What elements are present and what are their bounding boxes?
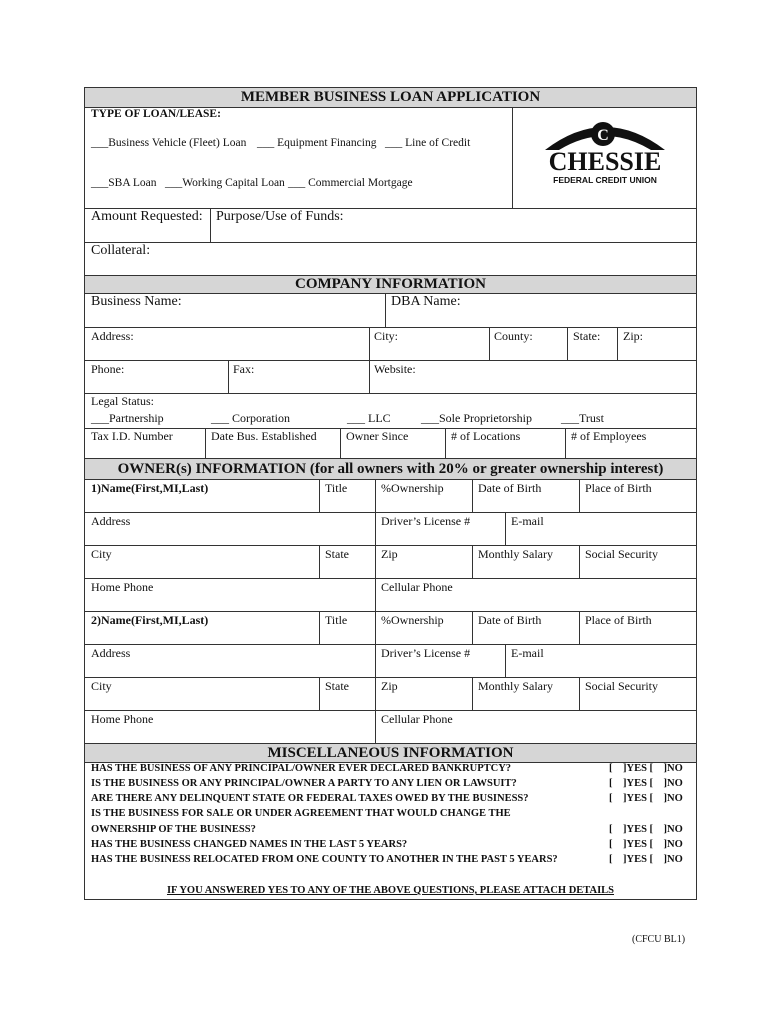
taxes-yes-no[interactable]: [ ]YES [ ]NO bbox=[609, 793, 683, 804]
lawsuit-yes-no[interactable]: [ ]YES [ ]NO bbox=[609, 778, 683, 789]
option-business-vehicle[interactable]: ___Business Vehicle (Fleet) Loan bbox=[91, 137, 247, 149]
business-name-field[interactable]: Business Name: bbox=[91, 294, 182, 309]
names-yes-no[interactable]: [ ]YES [ ]NO bbox=[609, 839, 683, 850]
svg-text:C: C bbox=[597, 127, 609, 144]
option-commercial-mortgage[interactable]: ___ Commercial Mortgage bbox=[288, 177, 413, 189]
option-working-capital[interactable]: ___Working Capital Loan bbox=[165, 177, 285, 189]
owner1-cell-phone-field[interactable]: Cellular Phone bbox=[381, 580, 453, 594]
owner2-cell-phone-field[interactable]: Cellular Phone bbox=[381, 712, 453, 726]
owner1-ownership-field[interactable]: %Ownership bbox=[381, 481, 444, 495]
relocated-yes-no[interactable]: [ ]YES [ ]NO bbox=[609, 854, 683, 865]
owner2-ownership-field[interactable]: %Ownership bbox=[381, 613, 444, 627]
bankruptcy-yes-no[interactable]: [ ]YES [ ]NO bbox=[609, 763, 683, 774]
legal-sole-proprietorship-option[interactable]: ___Sole Proprietorship bbox=[421, 411, 532, 425]
owner1-zip-field[interactable]: Zip bbox=[381, 547, 398, 561]
misc-question-bankruptcy: HAS THE BUSINESS OF ANY PRINCIPAL/OWNER EVER DECLARED BANKRUPTCY? bbox=[91, 763, 512, 774]
county-field[interactable]: County: bbox=[494, 329, 533, 343]
legal-llc-option[interactable]: ___ LLC bbox=[347, 411, 391, 425]
owner1-home-phone-field[interactable]: Home Phone bbox=[91, 580, 154, 594]
owner1-salary-field[interactable]: Monthly Salary bbox=[478, 547, 553, 561]
option-line-of-credit[interactable]: ___ Line of Credit bbox=[385, 137, 471, 149]
misc-question-lawsuit: IS THE BUSINESS OR ANY PRINCIPAL/OWNER A PARTY TO ANY LIEN OR LAWSUIT? bbox=[91, 778, 517, 789]
zip-field[interactable]: Zip: bbox=[623, 329, 643, 343]
owner2-city-field[interactable]: City bbox=[91, 679, 112, 693]
owner1-address-field[interactable]: Address bbox=[91, 514, 131, 528]
misc-question-sale-line2: OWNERSHIP OF THE BUSINESS? bbox=[91, 824, 256, 835]
owner1-dob-field[interactable]: Date of Birth bbox=[478, 481, 542, 495]
owner2-license-field[interactable]: Driver’s License # bbox=[381, 646, 471, 660]
amount-requested-field[interactable]: Amount Requested: bbox=[91, 209, 203, 224]
owner2-dob-field[interactable]: Date of Birth bbox=[478, 613, 542, 627]
form-code: (CFCU BL1) bbox=[632, 934, 686, 945]
owner2-zip-field[interactable]: Zip bbox=[381, 679, 398, 693]
legal-status-label: Legal Status: bbox=[91, 394, 154, 408]
owner2-email-field[interactable]: E-mail bbox=[511, 646, 544, 660]
page-title: MEMBER BUSINESS LOAN APPLICATION bbox=[240, 89, 541, 105]
legal-trust-option[interactable]: ___Trust bbox=[561, 411, 604, 425]
owner1-name-field[interactable]: 1)Name(First,MI,Last) bbox=[91, 481, 209, 495]
owner1-ssn-field[interactable]: Social Security bbox=[585, 547, 658, 561]
misc-question-names: HAS THE BUSINESS CHANGED NAMES IN THE LAST 5 YEARS? bbox=[91, 839, 408, 850]
locations-field[interactable]: # of Locations bbox=[451, 429, 521, 443]
owner2-ssn-field[interactable]: Social Security bbox=[585, 679, 658, 693]
employees-field[interactable]: # of Employees bbox=[571, 429, 647, 443]
legal-partnership-option[interactable]: ___Partnership bbox=[91, 411, 164, 425]
misc-question-taxes: ARE THERE ANY DELINQUENT STATE OR FEDERAL TAXES OWED BY THE BUSINESS? bbox=[91, 793, 529, 804]
option-sba-loan[interactable]: ___SBA Loan bbox=[91, 177, 157, 189]
owner-since-field[interactable]: Owner Since bbox=[346, 429, 409, 443]
logo-subtitle: FEDERAL CREDIT UNION bbox=[553, 175, 657, 185]
option-equipment-financing[interactable]: ___ Equipment Financing bbox=[257, 137, 377, 149]
owner2-salary-field[interactable]: Monthly Salary bbox=[478, 679, 553, 693]
sale-yes-no[interactable]: [ ]YES [ ]NO bbox=[609, 824, 683, 835]
owner1-email-field[interactable]: E-mail bbox=[511, 514, 544, 528]
phone-field[interactable]: Phone: bbox=[91, 362, 125, 376]
owner1-state-field[interactable]: State bbox=[325, 547, 349, 561]
collateral-field[interactable]: Collateral: bbox=[91, 243, 151, 258]
misc-question-relocated: HAS THE BUSINESS RELOCATED FROM ONE COUNTY TO ANOTHER IN THE PAST 5 YEARS? bbox=[91, 854, 558, 865]
legal-corporation-option[interactable]: ___ Corporation bbox=[211, 411, 290, 425]
owner2-title-field[interactable]: Title bbox=[325, 613, 348, 627]
website-field[interactable]: Website: bbox=[374, 362, 416, 376]
loan-application-form bbox=[84, 87, 697, 900]
owner1-title-field[interactable]: Title bbox=[325, 481, 348, 495]
owner1-license-field[interactable]: Driver’s License # bbox=[381, 514, 471, 528]
owners-heading: OWNER(s) INFORMATION (for all owners with 20% or greater ownership interest) bbox=[117, 461, 664, 477]
state-field[interactable]: State: bbox=[573, 329, 601, 343]
chessie-logo bbox=[535, 112, 675, 186]
attach-details-note: IF YOU ANSWERED YES TO ANY OF THE ABOVE QUESTIONS, PLEASE ATTACH DETAILS bbox=[166, 885, 615, 896]
owner2-name-field[interactable]: 2)Name(First,MI,Last) bbox=[91, 613, 209, 627]
address-field[interactable]: Address: bbox=[91, 329, 134, 343]
owner2-state-field[interactable]: State bbox=[325, 679, 349, 693]
date-established-field[interactable]: Date Bus. Established bbox=[211, 429, 317, 443]
owner2-pob-field[interactable]: Place of Birth bbox=[585, 613, 652, 627]
city-field[interactable]: City: bbox=[374, 329, 399, 343]
company-heading: COMPANY INFORMATION bbox=[295, 276, 486, 292]
logo-name: CHESSIE bbox=[548, 147, 662, 176]
owner1-city-field[interactable]: City bbox=[91, 547, 112, 561]
dba-name-field[interactable]: DBA Name: bbox=[391, 294, 461, 309]
owner1-pob-field[interactable]: Place of Birth bbox=[585, 481, 652, 495]
loan-type-label: TYPE OF LOAN/LEASE: bbox=[91, 108, 221, 120]
tax-id-field[interactable]: Tax I.D. Number bbox=[91, 429, 173, 443]
misc-question-sale-line1: IS THE BUSINESS FOR SALE OR UNDER AGREEMENT THAT WOULD CHANGE THE bbox=[91, 808, 511, 819]
purpose-field[interactable]: Purpose/Use of Funds: bbox=[216, 209, 344, 224]
owner2-address-field[interactable]: Address bbox=[91, 646, 131, 660]
misc-heading: MISCELLANEOUS INFORMATION bbox=[267, 745, 514, 761]
owner2-home-phone-field[interactable]: Home Phone bbox=[91, 712, 154, 726]
fax-field[interactable]: Fax: bbox=[233, 362, 255, 376]
